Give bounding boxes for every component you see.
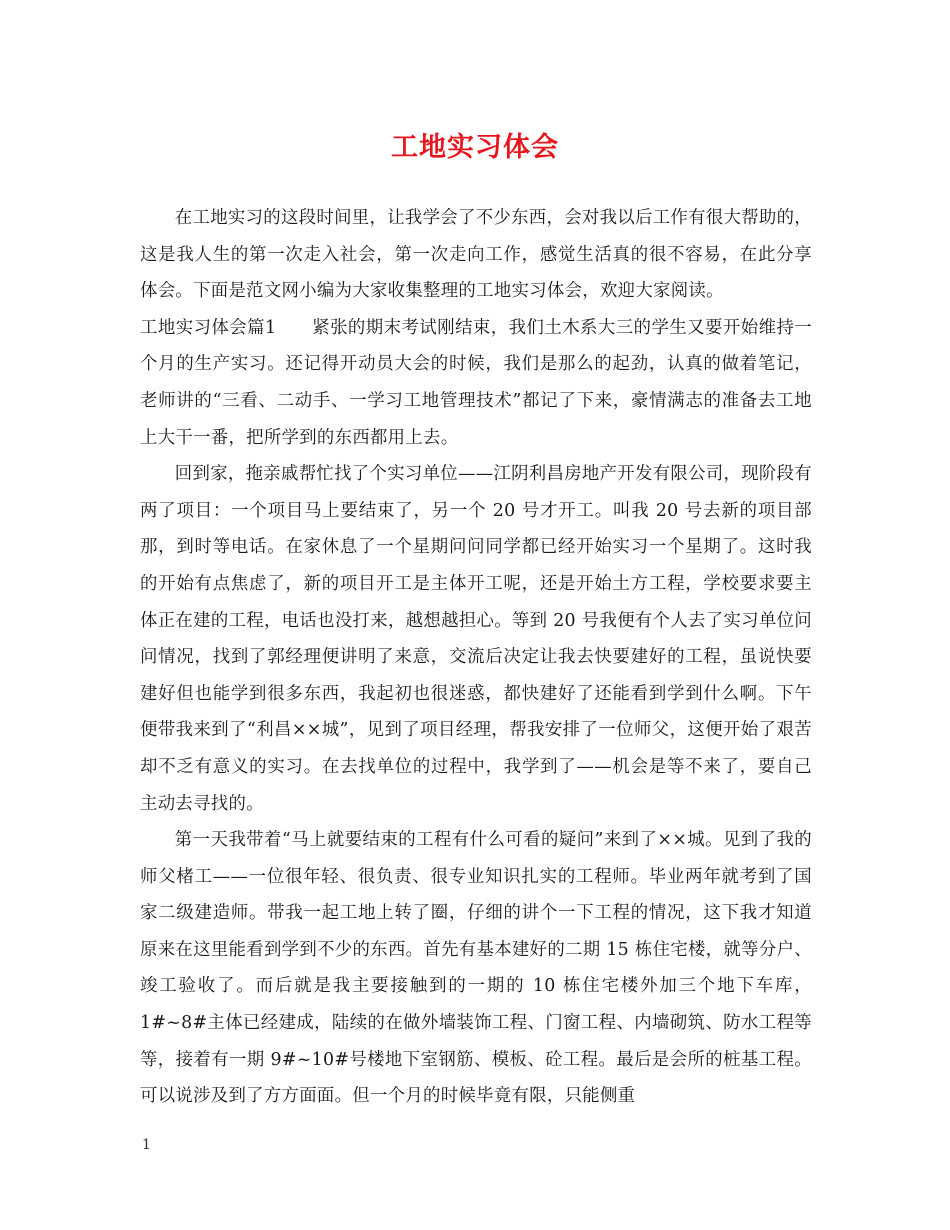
paragraph-first-day: 第一天我带着“马上就要结束的工程有什么可看的疑问”来到了××城。见到了我的师父楮工——一位很年轻、很负责、很专业知识扎实的工程师。毕业两年就考到了国家二级建造师。带我一起工地上转了圈，仔细的讲个一下工程的情况，这下我才知道原来在这里能看到学到不少的东西。首先有基本建好的二期 15 栋住宅楼，就等分户、竣工验收了。而后就是我主要接触到的一期的 10 栋住宅楼外加三个地下车库，1#~8#主体已经建成，陆续的在做外墙装饰工程、门窗工程、内墙砌筑、防水工程等等，接着有一期 9#~10#号楼地下室钢筋、模板、砼工程。最后是会所的桩基工程。可以说涉及到了方方面面。但一个月的时候毕竟有限，只能侧重 xyxy=(140,830,812,1107)
document-body xyxy=(140,200,812,1115)
paragraph-intro: 在工地实习的这段时间里，让我学会了不少东西，会对我以后工作有很大帮助的，这是我人生的第一次走入社会，第一次走向工作，感觉生活真的很不容易，在此分享体会。下面是范文网小编为大家收集整理的工地实习体会，欢迎大家阅读。 xyxy=(140,208,812,302)
paragraph-part-1: 工地实习体会篇1 紧张的期末考试刚结束，我们土木系大三的学生又要开始维持一个月的生产实习。还记得开动员大会的时候，我们是那么的起劲，认真的做着笔记，老师讲的“三看、二动手、一学习工地管理技术”都记了下来，豪情满志的准备去工地上大干一番，把所学到的东西都用上去。 xyxy=(140,317,812,448)
page-number: 1 xyxy=(142,1137,151,1153)
page-title: 工地实习体会 xyxy=(391,132,559,163)
paragraph-back-home: 回到家，拖亲戚帮忙找了个实习单位——江阴利昌房地产开发有限公司，现阶段有两了项目：一个项目马上要结束了，另一个 20 号才开工。叫我 20 号去新的项目部那，到时等电话。在家休息了一个星期问问同学都已经开始实习一个星期了。这时我的开始有点焦虑了，新的项目开工是主体开工呢，还是开始土方工程，学校要求要主体正在建的工程，电话也没打来，越想越担心。等到 20 号我便有个人去了实习单位问问情况，找到了郭经理便讲明了来意，交流后决定让我去快要建好的工程，虽说快要建好但也能学到很多东西，我起初也很迷惑，都快建好了还能看到学到什么啊。下午便带我来到了“利昌××城”，见到了项目经理，帮我安排了一位师父，这便开始了艰苦却不乏有意义的实习。在去找单位的过程中，我学到了——机会是等不来了，要自己主动去寻找的。 xyxy=(140,464,812,814)
